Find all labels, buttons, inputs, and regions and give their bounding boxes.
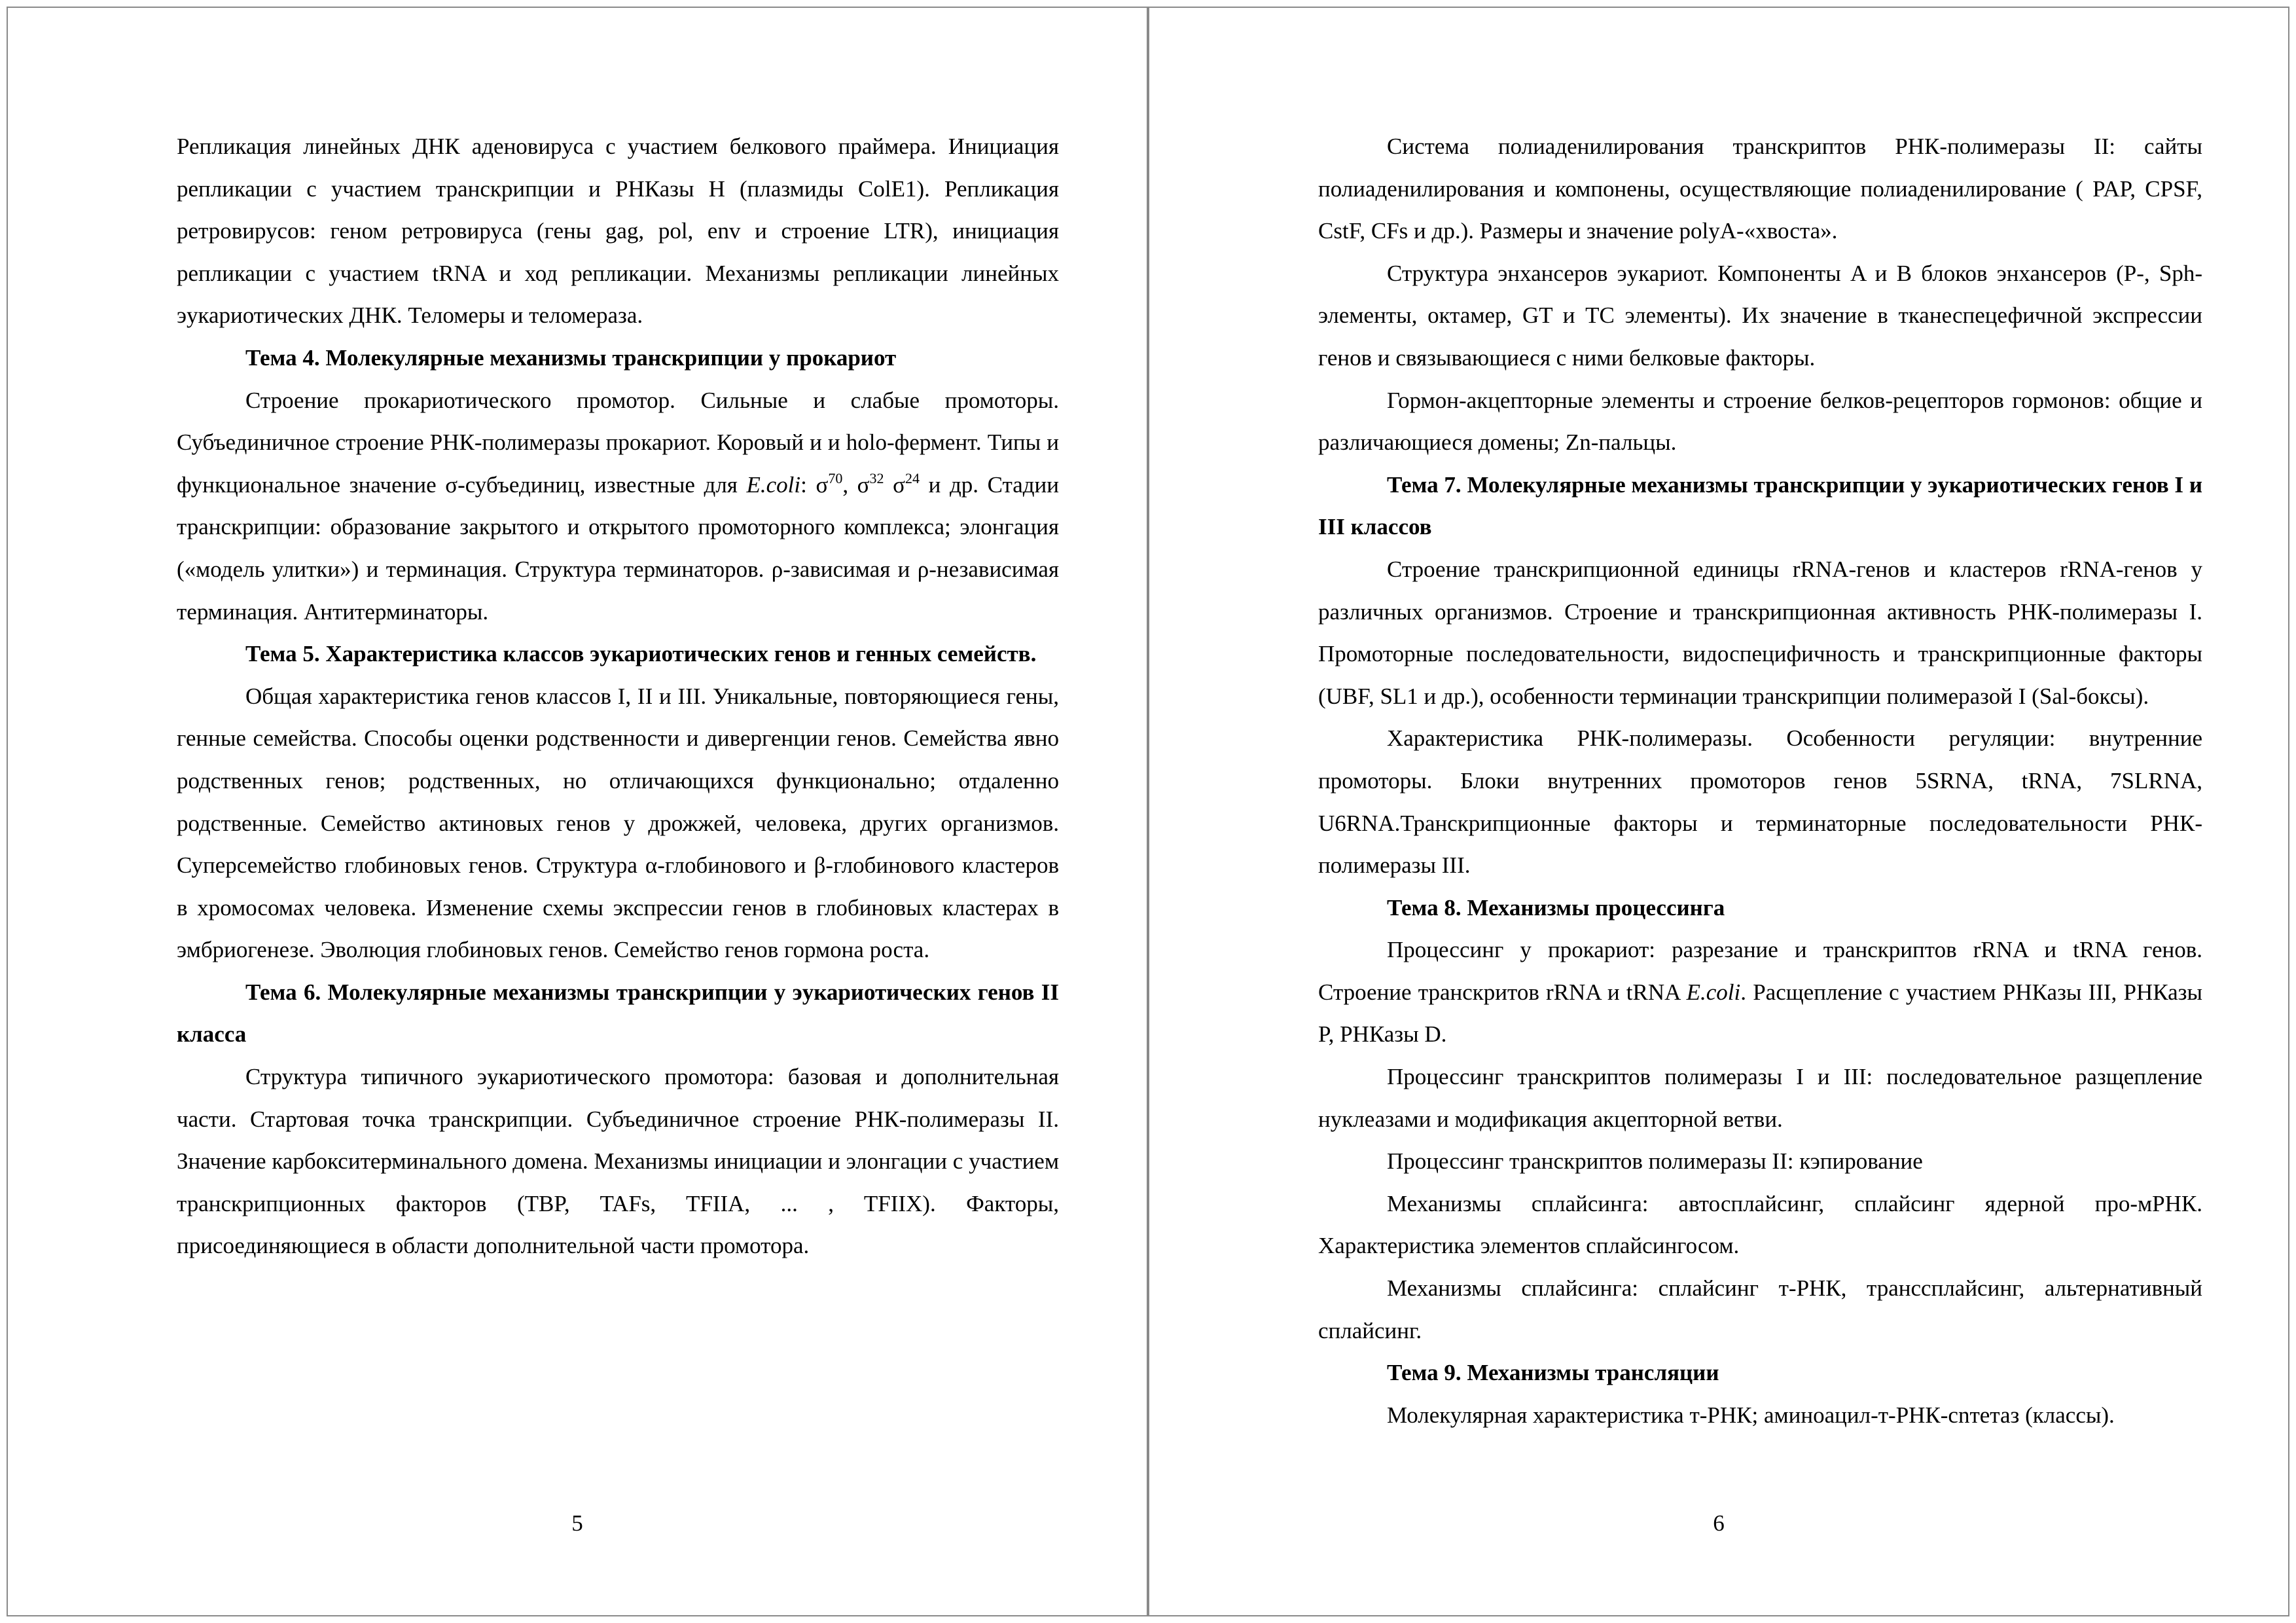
right-page-text — [1318, 126, 2202, 1436]
ecoli-italic: E.coli — [1686, 979, 1741, 1005]
left-page-text — [177, 126, 1059, 1267]
page-number-right: 6 — [1713, 1510, 1725, 1536]
heading-topic-9: Тема 9. Механизмы трансляции — [1387, 1360, 1719, 1386]
right-page — [1148, 7, 2289, 1616]
paragraph-topic-7-a: Строение транскрипционной единицы rRNA-генов и кластеров rRNA-генов у различных организмов. Строение и транскрипционная активность РНК-полимеразы I. Промоторные последовательности, видоспецифичность и транскрипционные факторы (UBF, SL1 и др.), особенности терминации транскрипции полимеразой I (Sal-боксы). — [1318, 556, 2202, 709]
paragraph-enhancers: Структура энхансеров эукариот. Компоненты A и B блоков энхансеров (P-, Sph-элементы, октамер, GT и TC элементы). Их значение в тканеспецефичной экспрессии генов и связывающиеся с ними белковые факторы. — [1318, 260, 2202, 371]
paragraph-replication: Репликация линейных ДНК аденовируса с участием белкового праймера. Инициация репликации с участием транскрипции и РНКазы Н (плазмиды ColE1). Репликация ретровирусов: геном ретровируса (гены gag, pol, env и строение LTR), инициация репликации с участием tRNA и ход репликации. Механизмы репликации линейных эукариотических ДНК. Теломеры и теломераза. — [177, 134, 1059, 329]
paragraph-topic-8-d: Механизмы сплайсинга: автосплайсинг, сплайсинг ядерной про-мРНК. Характеристика элементов сплайсингосом. — [1318, 1190, 2202, 1259]
left-page — [7, 7, 1148, 1616]
heading-topic-6: Тема 6. Молекулярные механизмы транскрипции у эукариотических генов II класса — [177, 979, 1059, 1048]
paragraph-topic-9: Молекулярная характеристика т-РНК; аминоацил-т-РНК-сnтетаз (классы). — [1387, 1402, 2115, 1428]
heading-topic-5: Тема 5. Характеристика классов эукариотических генов и генных семейств. — [245, 641, 1037, 667]
paragraph-topic-4: Строение прокариотического промотор. Сильные и слабые промоторы. Субъединичное строение РНК-полимеразы прокариот. Коровый и и holo-фермент. Типы и функциональное значение σ-субъединиц, известные для E.coli: $\sigma^{70}$, $\sigma^{32}$ $\sigma^{24}$ и др. Стадии транскрипции: образование закрытого и открытого промоторного комплекса; элонгация («модель улитки») и терминация. Структура терминаторов. ρ-зависимая и ρ-независимая терминация. Антитерминаторы. — [177, 387, 1060, 625]
paragraph-topic-8-a: Процессинг у прокариот: разрезание и транскриптов rRNA и tRNA генов. Строение транскритов rRNA и tRNA E.coli. Расщепление с участием РНКазы III, РНКазы P, РНКазы D. — [1318, 937, 2202, 1048]
paragraph-hormone-elements: Гормон-акцепторные элементы и строение белков-рецепторов гормонов: общие и различающиеся домены; Zn-пальцы. — [1318, 387, 2202, 456]
paragraph-topic-8-e: Механизмы сплайсинга: сплайсинг т-РНК, трансcплайсинг, альтернативный сплайсинг. — [1318, 1275, 2202, 1343]
paragraph-topic-6: Структура типичного эукариотического промотора: базовая и дополнительная части. Стартовая точка транскрипции. Субъединичное строение РНК-полимеразы II. Значение карбокситерминального домена. Механизмы инициации и элонгации с участием транскрипционных факторов (TBP, TAFs, TFIIA, ... , TFIIX). Факторы, присоединяющиеся в области дополнительной части промотора. — [177, 1064, 1059, 1259]
ecoli-italic: E.coli — [746, 471, 801, 498]
page-number-left: 5 — [571, 1510, 583, 1536]
heading-topic-4: Тема 4. Молекулярные механизмы транскрипции у прокариот — [245, 344, 897, 371]
paragraph-topic-8-c: Процессинг транскриптов полимеразы II: кэпирование — [1387, 1148, 1923, 1175]
paragraph-topic-8-b: Процессинг транскриптов полимеразы I и III: последовательное разщепление нуклеазами и модификация акцепторной ветви. — [1318, 1064, 2202, 1132]
paragraph-topic-7-b: Характеристика РНК-полимеразы. Особенности регуляции: внутренние промоторы. Блоки внутренних промоторов генов 5SRNA, tRNA, 7SLRNA, U6RNA.Транскрипционные факторы и терминаторные последовательности РНК-полимеразы III. — [1318, 725, 2202, 879]
heading-topic-7: Тема 7. Молекулярные механизмы транскрипции у эукариотических генов I и III классов — [1318, 471, 2202, 540]
paragraph-topic-5: Общая характеристика генов классов I, II и III. Уникальные, повторяющиеся гены, генные семейства. Способы оценки родственности и дивергенции генов. Семейства явно родственных генов; родственных, но отличающихся функционально; отдаленно родственные. Семейство актиновых генов у дрожжей, человека, других организмов. Суперсемейство глобиновых генов. Структура α-глобинового и β-глобинового кластеров в хромосомах человека. Изменение схемы экспрессии генов в глобиновых кластерах в эмбриогенезе. Эволюция глобиновых генов. Семейство генов гормона роста. — [177, 683, 1059, 963]
heading-topic-8: Тема 8. Механизмы процессинга — [1387, 894, 1725, 921]
paragraph-polyadenylation: Система полиаденилирования транскриптов РНК-полимеразы II: сайты полиаденилирования и компонены, осуществляющие полиаденилирование ( PAP, CPSF, CstF, CFs и др.). Размеры и значение polyA-«хвоста». — [1318, 134, 2202, 244]
